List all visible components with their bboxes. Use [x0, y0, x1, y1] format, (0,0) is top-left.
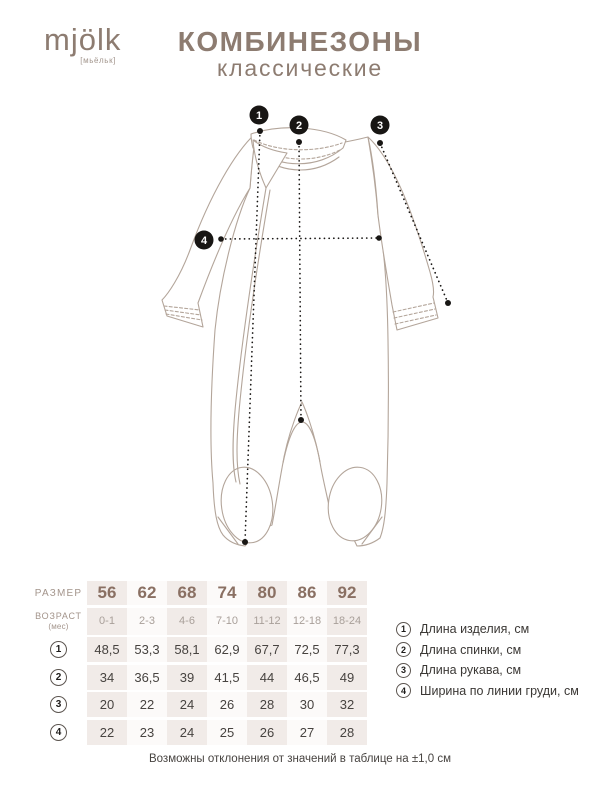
size-column-header: 80 — [247, 581, 287, 605]
age-value: 11-12 — [247, 608, 287, 635]
age-value: 7-10 — [207, 608, 247, 635]
measure-value: 58,1 — [167, 637, 207, 662]
romper-outline — [162, 128, 438, 546]
legend-number-badge: 1 — [396, 622, 411, 637]
page-subtitle: классические — [217, 55, 383, 82]
measure-value: 46,5 — [287, 665, 327, 690]
legend-item-4 — [396, 684, 579, 698]
age-row-label — [30, 608, 87, 635]
measure-value: 26 — [207, 692, 247, 717]
measure-value: 22 — [127, 692, 167, 717]
size-column-header: 68 — [167, 581, 207, 605]
legend-item-label: Ширина по линии груди, см — [420, 683, 579, 698]
measure-value: 36,5 — [127, 665, 167, 690]
age-value: 12-18 — [287, 608, 327, 635]
age-label-text: ВОЗРАСТ — [35, 610, 82, 621]
measure-number-badge: 4 — [50, 724, 67, 741]
measure-value: 48,5 — [87, 637, 127, 662]
measure-value: 67,7 — [247, 637, 287, 662]
measure-value: 62,9 — [207, 637, 247, 662]
measure-value: 34 — [87, 665, 127, 690]
measure-number-badge: 3 — [50, 696, 67, 713]
measure-row-label — [30, 720, 87, 745]
measure-value: 39 — [167, 665, 207, 690]
measure-value: 26 — [247, 720, 287, 745]
age-value: 4-6 — [167, 608, 207, 635]
measure-row-label — [30, 637, 87, 662]
age-value: 2-3 — [127, 608, 167, 635]
measure-number-badge: 2 — [50, 669, 67, 686]
age-label-unit: (мес) — [48, 621, 69, 631]
measure-value: 44 — [247, 665, 287, 690]
measurement-legend — [396, 622, 579, 704]
size-table — [30, 581, 367, 745]
size-column-header: 62 — [127, 581, 167, 605]
page-header — [0, 27, 600, 82]
measure-value: 72,5 — [287, 637, 327, 662]
legend-number-badge: 3 — [396, 663, 411, 678]
legend-item-3 — [396, 663, 579, 677]
legend-item-label: Длина спинки, см — [420, 642, 522, 657]
romper-measurement-diagram — [50, 100, 470, 580]
size-row-label: РАЗМЕР — [34, 587, 83, 599]
brand-logo-word: mjölk — [44, 22, 122, 57]
measure-value: 24 — [167, 720, 207, 745]
measure-value: 28 — [327, 720, 367, 745]
measure-number-badge: 1 — [50, 641, 67, 658]
measure-value: 22 — [87, 720, 127, 745]
measure-row-label — [30, 665, 87, 690]
measure-value: 53,3 — [127, 637, 167, 662]
size-column-header: 86 — [287, 581, 327, 605]
measure-value: 20 — [87, 692, 127, 717]
badge-1-number: 1 — [255, 110, 263, 122]
size-column-header: 74 — [207, 581, 247, 605]
badge-4-number: 4 — [200, 235, 208, 247]
measure-value: 24 — [167, 692, 207, 717]
legend-item-label: Длина рукава, см — [420, 663, 522, 677]
age-value: 0-1 — [87, 608, 127, 635]
badge-2-number: 2 — [295, 120, 303, 132]
measure-value: 30 — [287, 692, 327, 717]
measure-value: 27 — [287, 720, 327, 745]
tolerance-footnote: Возможны отклонения от значений в таблице на ±1,0 см — [149, 753, 451, 765]
legend-number-badge: 4 — [396, 683, 411, 698]
measure-row-label — [30, 692, 87, 717]
measure-value: 49 — [327, 665, 367, 690]
legend-item-label: Длина изделия, см — [420, 622, 530, 636]
age-value: 18-24 — [327, 608, 367, 635]
measure-value: 23 — [127, 720, 167, 745]
measure-value: 28 — [247, 692, 287, 717]
brand-logo-transcription: [мьёльк] — [80, 56, 116, 65]
size-column-header: 56 — [87, 581, 127, 605]
size-column-header: 92 — [327, 581, 367, 605]
badge-3-number: 3 — [376, 120, 384, 132]
measure-value: 77,3 — [327, 637, 367, 662]
measure-value: 32 — [327, 692, 367, 717]
legend-number-badge: 2 — [396, 642, 411, 657]
measure-value: 41,5 — [207, 665, 247, 690]
legend-item-1 — [396, 622, 579, 636]
legend-item-2 — [396, 643, 579, 657]
measure-value: 25 — [207, 720, 247, 745]
page-title: КОМБИНЕЗОНЫ — [177, 26, 423, 57]
